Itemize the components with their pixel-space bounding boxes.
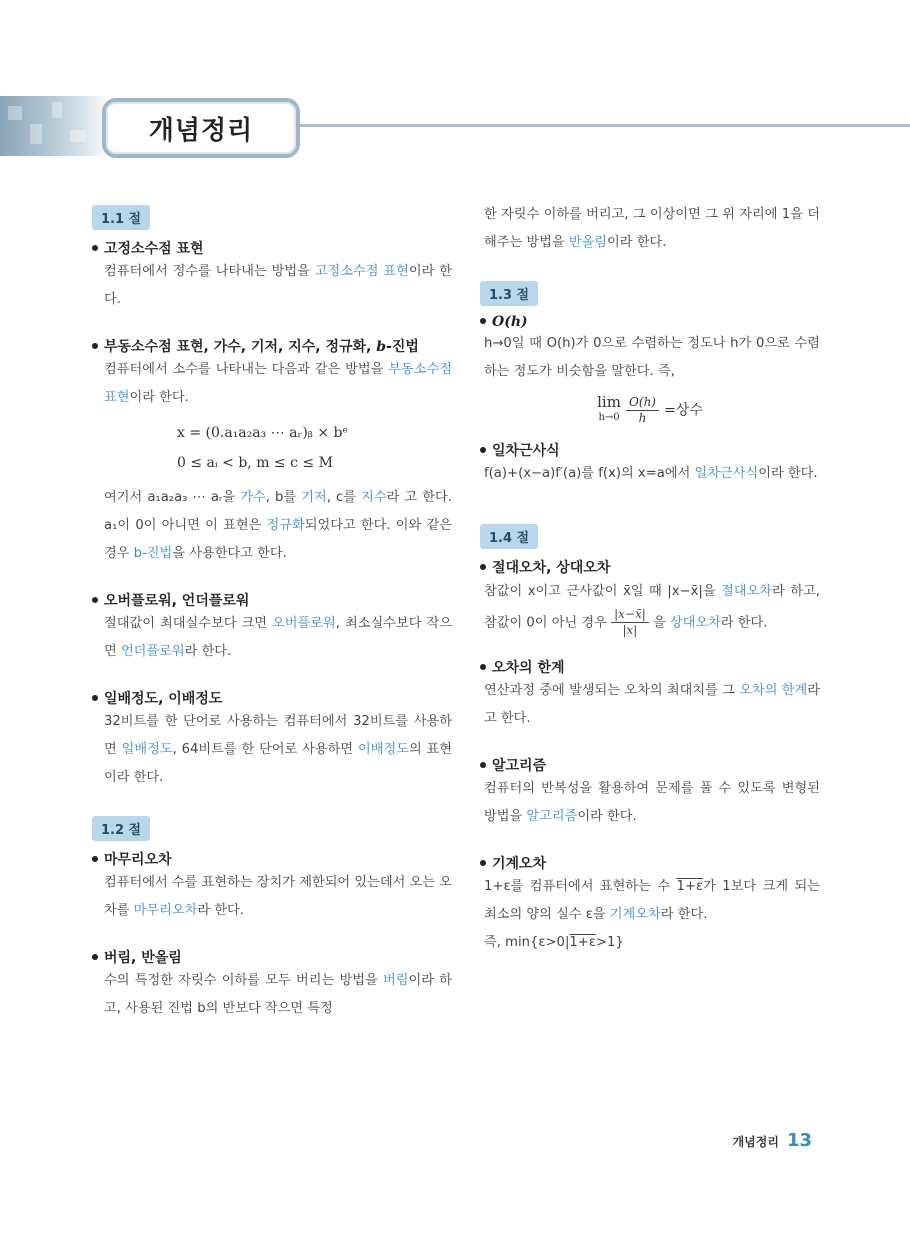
item-text: 수의 특정한 자릿수 이하를 모두 버리는 방법을 버림이라 하고, 사용된 진법 b의 반보다 작으면 특정 [104, 973, 452, 1016]
formula-float: x = (0.a₁a₂a₃ ⋯ aᵣ)ᵦ × bᵉ [177, 425, 348, 441]
item-text: f(a)+(x−a)f′(a)를 f(x)의 x=a에서 일차근사식이라 한다. [484, 466, 818, 481]
item-title: 기계오차 [492, 855, 547, 872]
item-title: 고정소수점 표현 [104, 241, 204, 257]
footer-label: 개념정리 [732, 1135, 779, 1149]
section-badge-1-2: 1.2 절 [92, 816, 150, 841]
item-fixed-point [92, 238, 452, 314]
page-number: 13 [786, 1130, 812, 1151]
term-highlight: 고정소수점 표현 [314, 264, 409, 279]
bullet-icon [480, 318, 486, 324]
bullet-icon [92, 343, 98, 349]
item-abs-error [480, 557, 820, 639]
item-text: 컴퓨터에서 소수를 나타내는 다음과 같은 방법을 부동소수점 표현이라 한다. [104, 362, 452, 405]
section-badge-1-3: 1.3 절 [480, 281, 538, 306]
item-title: 버림, 반올림 [104, 950, 182, 966]
item-text: 1+ε를 컴퓨터에서 표현하는 수 1+ε가 1보다 크게 되는 최소의 양의 실수 ε을 기계오차라 한다. 즉, min{ε>0|1+ε>1} [484, 878, 821, 950]
item-algorithm [480, 755, 820, 831]
item-linear-approx [480, 440, 820, 488]
bullet-icon [480, 564, 486, 570]
item-machine-epsilon [480, 853, 820, 957]
section-badge-1-1: 1.1 절 [92, 205, 150, 230]
bullet-icon [92, 597, 98, 603]
bullet-icon [92, 954, 98, 960]
item-text-continued: 한 자릿수 이하를 버리고, 그 이상이면 그 위 자리에 1을 더해주는 방법을 반올림이라 한다. [484, 207, 820, 250]
item-title: 부동소수점 표현, 가수, 기저, 지수, 정규화, [104, 339, 377, 355]
item-text: 컴퓨터에서 수를 표현하는 장치가 제한되어 있는데서 오는 오차를 마무리오차라 한다. [104, 875, 452, 918]
bullet-icon [480, 447, 486, 453]
item-title: 오버플로워, 언더플로워 [104, 593, 250, 609]
item-text: 컴퓨터의 반복성을 활용하여 문제를 풀 수 있도록 변형된 방법을 알고리즘이라 한다. [484, 780, 820, 824]
item-precision [92, 688, 452, 792]
page-title-box [102, 98, 300, 158]
bullet-icon [480, 860, 486, 866]
item-roundoff [92, 849, 452, 925]
item-text: 여기서 a₁a₂a₃ ⋯ aᵣ을 가수, b를 기저, c를 지수라 고 한다. a₁이 0이 아니면 이 표현은 정규화되었다고 한다. 이와 같은 경우 b-진법을 사용한다고 한다. [104, 490, 452, 561]
section-badge-1-4: 1.4 절 [480, 524, 538, 549]
item-text: 연산과정 중에 발생되는 오차의 최대치를 그 오차의 한계라고 한다. [484, 682, 820, 726]
item-title: 마무리오차 [104, 852, 172, 868]
bullet-icon [92, 245, 98, 251]
item-title: O(h) [492, 314, 528, 330]
item-title: 일배정도, 이배정도 [104, 691, 223, 707]
bullet-icon [92, 856, 98, 862]
item-title: 절대오차, 상대오차 [492, 560, 611, 576]
item-text: 절대값이 최대실수보다 크면 오버플로워, 최소실수보다 작으면 언더플로워라 한다. [104, 616, 452, 659]
item-text: h→0일 때 O(h)가 0으로 수렴하는 정도나 h가 0으로 수렴하는 정도가 비슷함을 말한다. 즉, [484, 336, 820, 379]
right-column [480, 205, 820, 957]
limit-formula: lim h→0 $\frac{O(h)}{h}$ =상수 [597, 393, 703, 425]
bullet-icon [92, 695, 98, 701]
item-floating-point: 부동소수점 표현, 가수, 기저, 지수, 정규화, b-진법 컴퓨터에서 소수를 나타내는 다음과 같은 방법을 부동소수점 표현이라 한다. x = (0.a₁a₂a₃ ⋯ aᵣ)ᵦ × bᵉ 0 ≤ aᵢ < b, m ≤ c ≤ M 여기서 a₁a₂a₃ ⋯ aᵣ을 가수, b를 기저, c를 지수라 고 한다. a₁이 0이 아니면 이 표현은 정규화되었다고 한다. 이와 같은 경우 b-진법을 사용한다고 한다. [92, 336, 452, 568]
bullet-icon [480, 762, 486, 768]
item-text: 컴퓨터에서 정수를 나타내는 방법을 고정소수점 표현이라 한다. [104, 264, 452, 307]
page-title: 개념정리 [148, 115, 254, 146]
item-title: 알고리즘 [492, 757, 547, 774]
item-chopping [92, 947, 452, 1023]
header-decoration [0, 96, 110, 156]
item-error-bound [480, 657, 820, 733]
item-big-o [480, 314, 820, 426]
item-text: 참값이 x이고 근사값이 x̄일 때 |x−x̄|을 절대오차라 하고, 참값이 0이 아닌 경우 $\frac{|x-x̄|}{|x|}$ 을 상대오차라 한다. [484, 584, 820, 637]
page-footer [733, 1130, 812, 1151]
bullet-icon [480, 664, 486, 670]
formula-range: 0 ≤ aᵢ < b, m ≤ c ≤ M [177, 455, 333, 471]
left-column [92, 205, 452, 1023]
item-title: 오차의 한계 [492, 659, 565, 676]
item-overflow [92, 590, 452, 666]
header-rule [300, 124, 910, 127]
term-highlight: 부동소수점 표현 [104, 362, 452, 405]
item-text: 32비트를 한 단어로 사용하는 컴퓨터에서 32비트를 사용하면 일배정도, 64비트를 한 단어로 사용하면 이배정도의 표현이라 한다. [104, 714, 453, 785]
item-title: 일차근사식 [492, 443, 560, 459]
